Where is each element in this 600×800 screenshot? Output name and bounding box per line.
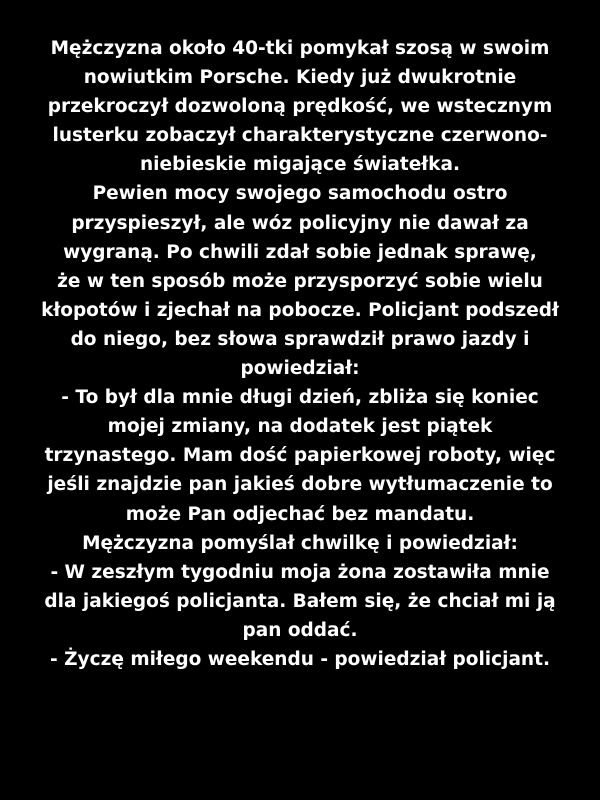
text-line: - W zeszłym tygodniu moja żona zostawiła mnie (50, 561, 550, 583)
text-line: - Życzę miłego weekendu - powiedział policjant. (50, 648, 550, 670)
text-line: przyspieszył, ale wóz policyjny nie dawał za (71, 212, 529, 234)
text-line: Mężczyzna pomyślał chwilkę i powiedział: (82, 532, 518, 554)
text-line: kłopotów i zjechał na pobocze. Policjant podszedł (41, 299, 559, 321)
text-line: pan oddać. (242, 619, 358, 641)
text-line: - To był dla mnie długi dzień, zbliża się koniec (61, 387, 539, 409)
joke-text (28, 34, 572, 674)
text-line: powiedział: (240, 358, 360, 380)
text-line: jeśli znajdzie pan jakieś dobre wytłumaczenie to (47, 474, 553, 496)
text-line: nowiutkim Porsche. Kiedy już dwukrotnie (83, 67, 517, 89)
text-line: mojej zmiany, na dodatek jest piątek (107, 416, 493, 438)
text-line: przekroczył dozwoloną prędkość, we wstecznym (47, 96, 553, 118)
text-line: trzynastego. Mam dość papierkowej roboty, więc (44, 445, 556, 467)
text-line: Mężczyzna około 40-tki pomykał szosą w swoim (50, 38, 550, 59)
text-line: do niego, bez słowa sprawdził prawo jazdy i (70, 328, 530, 350)
text-line: może Pan odjechać bez mandatu. (125, 503, 475, 525)
text-line: Pewien mocy swojego samochodu ostro (92, 183, 508, 205)
text-line: wygraną. Po chwili zdał sobie jednak sprawę, (63, 241, 537, 263)
text-line: niebieskie migające światełka. (140, 154, 460, 176)
text-line: dla jakiegoś policjanta. Bałem się, że chciał mi ją (44, 590, 556, 612)
text-line: lusterku zobaczył charakterystyczne czerwono- (52, 125, 548, 147)
text-line: że w ten sposób może przysporzyć sobie wielu (57, 270, 543, 292)
